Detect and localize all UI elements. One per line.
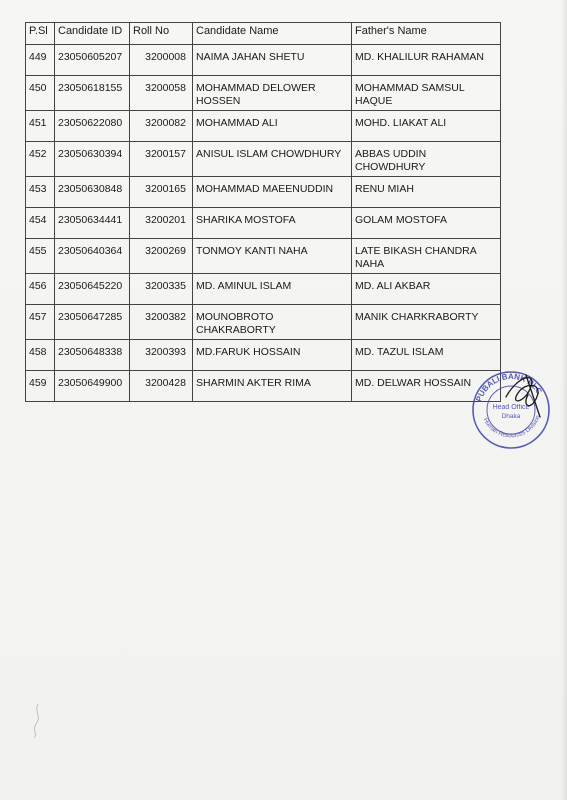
cell-roll-no: 3200428 bbox=[130, 371, 193, 402]
cell-roll-no: 3200008 bbox=[130, 45, 193, 76]
cell-fathers-name: MOHD. LIAKAT ALI bbox=[352, 111, 501, 142]
cell-psl: 454 bbox=[26, 208, 55, 239]
cell-candidate-id: 23050634441 bbox=[55, 208, 130, 239]
cell-candidate-name: MOHAMMAD DELOWER HOSSEN bbox=[193, 76, 352, 111]
cell-psl: 459 bbox=[26, 371, 55, 402]
table-row bbox=[26, 45, 501, 76]
cell-psl: 452 bbox=[26, 142, 55, 177]
seal-inner-text: Head Office bbox=[492, 404, 530, 411]
cell-candidate-id: 23050630394 bbox=[55, 142, 130, 177]
cell-candidate-id: 23050645220 bbox=[55, 274, 130, 305]
header-psl: P.Sl bbox=[26, 23, 55, 45]
table-row bbox=[26, 208, 501, 239]
table-row bbox=[26, 177, 501, 208]
cell-fathers-name: MD. ALI AKBAR bbox=[352, 274, 501, 305]
header-roll-no: Roll No bbox=[130, 23, 193, 45]
cell-fathers-name: LATE BIKASH CHANDRA NAHA bbox=[352, 239, 501, 274]
header-candidate-id: Candidate ID bbox=[55, 23, 130, 45]
cell-roll-no: 3200165 bbox=[130, 177, 193, 208]
cell-candidate-id: 23050640364 bbox=[55, 239, 130, 274]
seal-city-text: Dhaka bbox=[501, 413, 521, 420]
cell-candidate-id: 23050618155 bbox=[55, 76, 130, 111]
cell-candidate-name: MOHAMMAD ALI bbox=[193, 111, 352, 142]
table-row bbox=[26, 371, 501, 402]
cell-psl: 456 bbox=[26, 274, 55, 305]
cell-psl: 451 bbox=[26, 111, 55, 142]
official-seal bbox=[466, 365, 556, 455]
cell-roll-no: 3200201 bbox=[130, 208, 193, 239]
table-header-row bbox=[26, 23, 501, 45]
cell-candidate-id: 23050648338 bbox=[55, 340, 130, 371]
cell-candidate-id: 23050630848 bbox=[55, 177, 130, 208]
cell-roll-no: 3200269 bbox=[130, 239, 193, 274]
cell-fathers-name: MOHAMMAD SAMSUL HAQUE bbox=[352, 76, 501, 111]
candidate-table bbox=[25, 22, 501, 402]
cell-roll-no: 3200058 bbox=[130, 76, 193, 111]
seal-ring-text: Human Resources Division bbox=[481, 414, 542, 440]
scan-edge-shadow bbox=[561, 0, 567, 800]
table-row bbox=[26, 142, 501, 177]
cell-candidate-name: MOUNOBROTO CHAKRABORTY bbox=[193, 305, 352, 340]
table-row bbox=[26, 340, 501, 371]
cell-candidate-name: MOHAMMAD MAEENUDDIN bbox=[193, 177, 352, 208]
pen-mark-icon bbox=[24, 700, 54, 740]
cell-candidate-name: ANISUL ISLAM CHOWDHURY bbox=[193, 142, 352, 177]
cell-psl: 449 bbox=[26, 45, 55, 76]
cell-roll-no: 3200382 bbox=[130, 305, 193, 340]
cell-fathers-name: ABBAS UDDIN CHOWDHURY bbox=[352, 142, 501, 177]
cell-fathers-name: GOLAM MOSTOFA bbox=[352, 208, 501, 239]
cell-candidate-name: SHARIKA MOSTOFA bbox=[193, 208, 352, 239]
cell-candidate-id: 23050605207 bbox=[55, 45, 130, 76]
cell-roll-no: 3200335 bbox=[130, 274, 193, 305]
cell-candidate-name: SHARMIN AKTER RIMA bbox=[193, 371, 352, 402]
cell-roll-no: 3200157 bbox=[130, 142, 193, 177]
cell-roll-no: 3200393 bbox=[130, 340, 193, 371]
cell-fathers-name: MANIK CHARKRABORTY bbox=[352, 305, 501, 340]
table-row bbox=[26, 76, 501, 111]
cell-candidate-name: MD.FARUK HOSSAIN bbox=[193, 340, 352, 371]
table-row bbox=[26, 111, 501, 142]
cell-psl: 457 bbox=[26, 305, 55, 340]
cell-roll-no: 3200082 bbox=[130, 111, 193, 142]
cell-psl: 453 bbox=[26, 177, 55, 208]
cell-fathers-name: MD. DELWAR HOSSAIN bbox=[352, 371, 501, 402]
cell-candidate-id: 23050647285 bbox=[55, 305, 130, 340]
table-row bbox=[26, 239, 501, 274]
table-row bbox=[26, 305, 501, 340]
cell-candidate-id: 23050649900 bbox=[55, 371, 130, 402]
cell-candidate-name: TONMOY KANTI NAHA bbox=[193, 239, 352, 274]
cell-candidate-name: MD. AMINUL ISLAM bbox=[193, 274, 352, 305]
seal-outer-text: PUBALI BANK PLC bbox=[474, 371, 544, 403]
header-fathers-name: Father's Name bbox=[352, 23, 501, 45]
cell-candidate-name: NAIMA JAHAN SHETU bbox=[193, 45, 352, 76]
cell-candidate-id: 23050622080 bbox=[55, 111, 130, 142]
cell-psl: 450 bbox=[26, 76, 55, 111]
table-row bbox=[26, 274, 501, 305]
cell-fathers-name: MD. TAZUL ISLAM bbox=[352, 340, 501, 371]
header-candidate-name: Candidate Name bbox=[193, 23, 352, 45]
table-body bbox=[26, 45, 501, 402]
cell-fathers-name: RENU MIAH bbox=[352, 177, 501, 208]
cell-fathers-name: MD. KHALILUR RAHAMAN bbox=[352, 45, 501, 76]
cell-psl: 458 bbox=[26, 340, 55, 371]
cell-psl: 455 bbox=[26, 239, 55, 274]
